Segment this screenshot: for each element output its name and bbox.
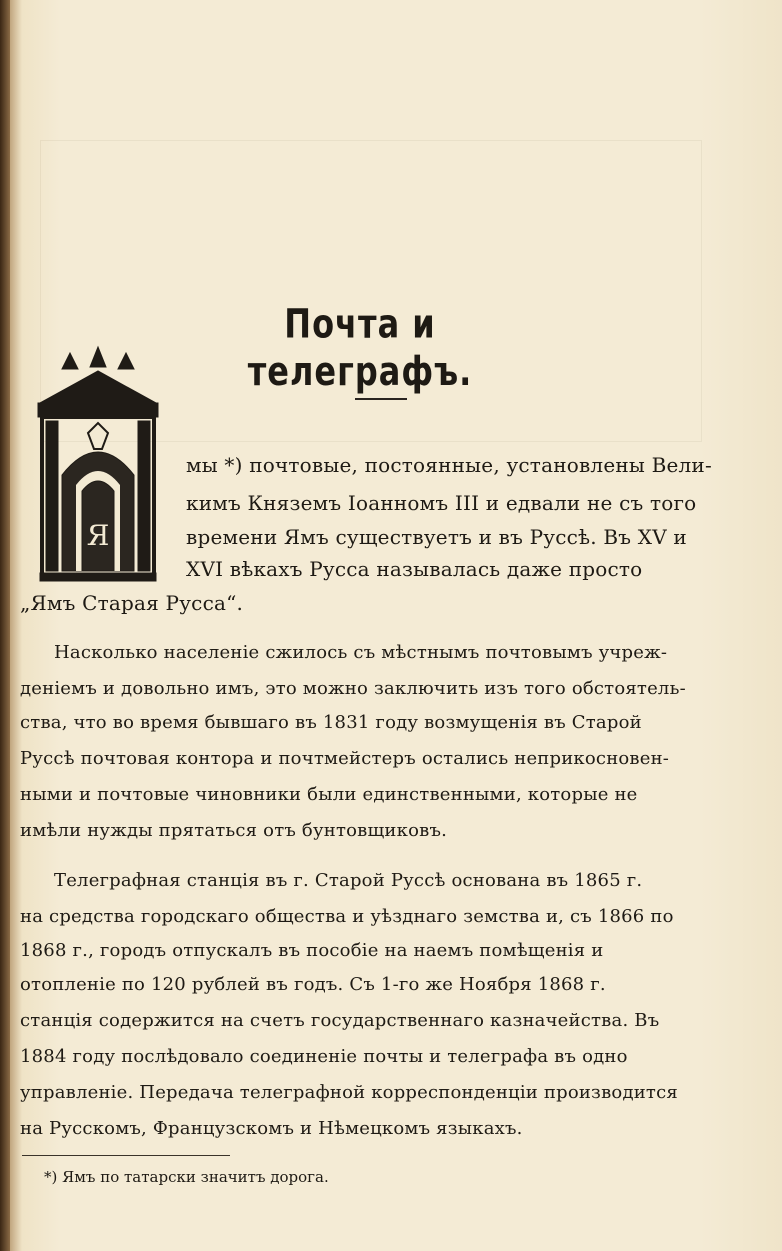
paragraph-3-line: станція содержится на счетъ государственнаго казначейства. Въ (20, 1010, 660, 1031)
drop-cap-letter: Я (86, 519, 110, 552)
paragraph-2-line: ными и почтовые чиновники были единственными, которые не (20, 784, 638, 805)
paragraph-3-line: Телеграфная станція въ г. Старой Руссѣ основана въ 1865 г. (54, 870, 643, 891)
paragraph-3-line: 1868 г., городъ отпускалъ въ пособіе на наемъ помѣщенія и (20, 940, 604, 961)
footnote-rule (22, 1155, 230, 1156)
paragraph-2-line: деніемъ и довольно имъ, это можно заключить изъ того обстоятель- (20, 678, 686, 699)
paragraph-3-line: на средства городскаго общества и уѣзднаго земства и, съ 1866 по (20, 906, 674, 927)
paragraph-3-line: 1884 году послѣдовало соединеніе почты и телеграфа въ одно (20, 1046, 628, 1067)
paragraph-1-line: „Ямъ Старая Русса“. (20, 591, 244, 615)
paragraph-3-line: на Русскомъ, Французскомъ и Нѣмецкомъ языкахъ. (20, 1118, 523, 1139)
paragraph-1-line: кимъ Княземъ Іоанномъ III и едвали не съ того (186, 491, 697, 515)
footnote: *) Ямъ по татарски значитъ дорога. (44, 1168, 329, 1186)
paragraph-2-line: имѣли нужды прятаться отъ бунтовщиковъ. (20, 820, 448, 841)
paragraph-2-line: ства, что во время бывшаго въ 1831 году возмущенія въ Старой (20, 712, 642, 733)
page-title: Почта и телеграфъ. (247, 300, 473, 395)
drop-cap-illustration (32, 345, 164, 583)
paragraph-1-line: XVI вѣкахъ Русса называлась даже просто (186, 557, 643, 581)
paragraph-3-line: управленіе. Передача телеграфной корреспонденціи производится (20, 1082, 678, 1103)
title-separator (355, 398, 407, 400)
paragraph-1-line: времени Ямъ существуетъ и въ Руссѣ. Въ XV и (186, 525, 687, 549)
paragraph-3-line: отопленіе по 120 рублей въ годъ. Съ 1-го же Ноября 1868 г. (20, 974, 606, 995)
paragraph-2-line: Насколько населеніе сжилось съ мѣстнымъ почтовымъ учреж- (54, 642, 668, 663)
paragraph-1-line: мы *) почтовые, постоянные, установлены Вели- (186, 453, 712, 477)
book-spine (0, 0, 10, 1251)
paragraph-2-line: Руссѣ почтовая контора и почтмейстеръ остались неприкосновен- (20, 748, 670, 769)
